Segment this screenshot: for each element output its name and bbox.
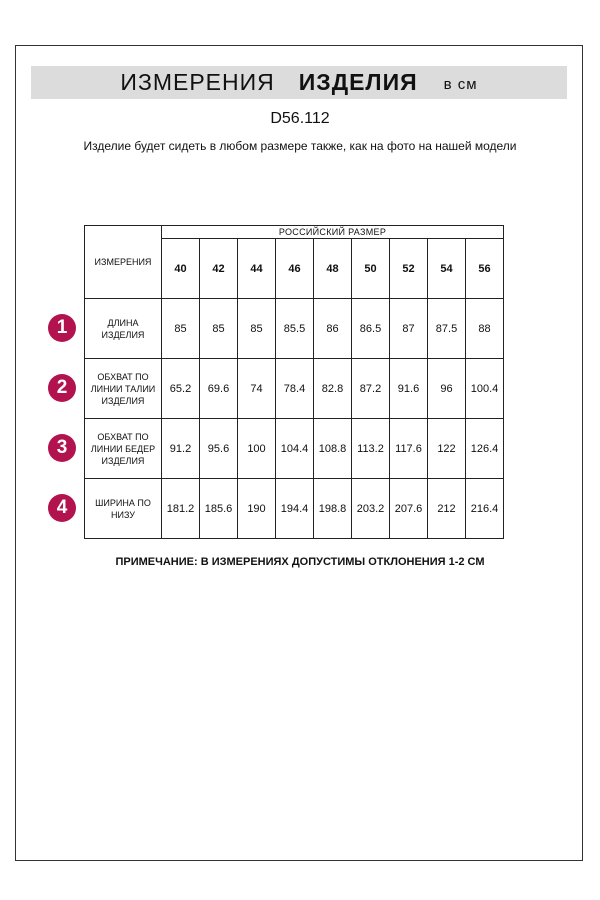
table-cell: 82.8 xyxy=(314,359,352,419)
size-header: 54 xyxy=(428,239,466,299)
table-cell: 104.4 xyxy=(276,419,314,479)
size-header: 48 xyxy=(314,239,352,299)
table-cell: 78.4 xyxy=(276,359,314,419)
table-cell: 207.6 xyxy=(390,479,428,539)
table-cell: 113.2 xyxy=(352,419,390,479)
table-cell: 126.4 xyxy=(466,419,504,479)
table-row xyxy=(85,359,504,419)
row-label-hem-width: ШИРИНА ПО НИЗУ xyxy=(85,479,162,539)
size-header: 46 xyxy=(276,239,314,299)
table-cell: 203.2 xyxy=(352,479,390,539)
row-number-badge: 3 xyxy=(48,434,76,462)
table-cell: 86.5 xyxy=(352,299,390,359)
table-cell: 181.2 xyxy=(162,479,200,539)
size-header: 40 xyxy=(162,239,200,299)
table-cell: 85.5 xyxy=(276,299,314,359)
title-unit: в см xyxy=(443,76,478,93)
title-item: ИЗДЕЛИЯ xyxy=(298,69,418,95)
size-table xyxy=(84,225,504,539)
title-bar xyxy=(31,66,567,99)
russian-size-header: РОССИЙСКИЙ РАЗМЕР xyxy=(162,226,504,239)
table-row xyxy=(85,479,504,539)
table-header-group xyxy=(85,226,504,239)
table-cell: 212 xyxy=(428,479,466,539)
table-cell: 87 xyxy=(390,299,428,359)
table-cell: 65.2 xyxy=(162,359,200,419)
row-label-hips: ОБХВАТ ПО ЛИНИИ БЕДЕР ИЗДЕЛИЯ xyxy=(85,419,162,479)
article-code: D56.112 xyxy=(270,110,330,127)
table-cell: 100 xyxy=(238,419,276,479)
table-cell: 117.6 xyxy=(390,419,428,479)
table-cell: 198.8 xyxy=(314,479,352,539)
table-cell: 87.2 xyxy=(352,359,390,419)
table-cell: 91.2 xyxy=(162,419,200,479)
size-header: 56 xyxy=(466,239,504,299)
table-cell: 216.4 xyxy=(466,479,504,539)
title-measurements: ИЗМЕРЕНИЯ xyxy=(120,69,275,95)
size-header: 50 xyxy=(352,239,390,299)
table-cell: 85 xyxy=(162,299,200,359)
row-number-badge: 1 xyxy=(48,314,76,342)
size-header: 42 xyxy=(200,239,238,299)
row-label-waist: ОБХВАТ ПО ЛИНИИ ТАЛИИ ИЗДЕЛИЯ xyxy=(85,359,162,419)
table-cell: 91.6 xyxy=(390,359,428,419)
table-cell: 74 xyxy=(238,359,276,419)
table-cell: 85 xyxy=(200,299,238,359)
size-header: 52 xyxy=(390,239,428,299)
table-cell: 85 xyxy=(238,299,276,359)
size-header: 44 xyxy=(238,239,276,299)
row-label-length: ДЛИНА ИЗДЕЛИЯ xyxy=(85,299,162,359)
table-cell: 108.8 xyxy=(314,419,352,479)
table-cell: 100.4 xyxy=(466,359,504,419)
measurements-header: ИЗМЕРЕНИЯ xyxy=(85,226,162,299)
table-row xyxy=(85,419,504,479)
table-cell: 194.4 xyxy=(276,479,314,539)
table-cell: 87.5 xyxy=(428,299,466,359)
table-cell: 69.6 xyxy=(200,359,238,419)
row-number-badge: 2 xyxy=(48,374,76,402)
row-number-badge: 4 xyxy=(48,494,76,522)
table-cell: 190 xyxy=(238,479,276,539)
tolerance-note: ПРИМЕЧАНИЕ: В ИЗМЕРЕНИЯХ ДОПУСТИМЫ ОТКЛОНЕНИЯ 1-2 СМ xyxy=(115,556,485,568)
table-cell: 86 xyxy=(314,299,352,359)
table-cell: 95.6 xyxy=(200,419,238,479)
table-row xyxy=(85,299,504,359)
table-cell: 96 xyxy=(428,359,466,419)
table-cell: 185.6 xyxy=(200,479,238,539)
table-cell: 122 xyxy=(428,419,466,479)
fit-note: Изделие будет сидеть в любом размере также, как на фото на нашей модели xyxy=(83,139,517,153)
table-cell: 88 xyxy=(466,299,504,359)
